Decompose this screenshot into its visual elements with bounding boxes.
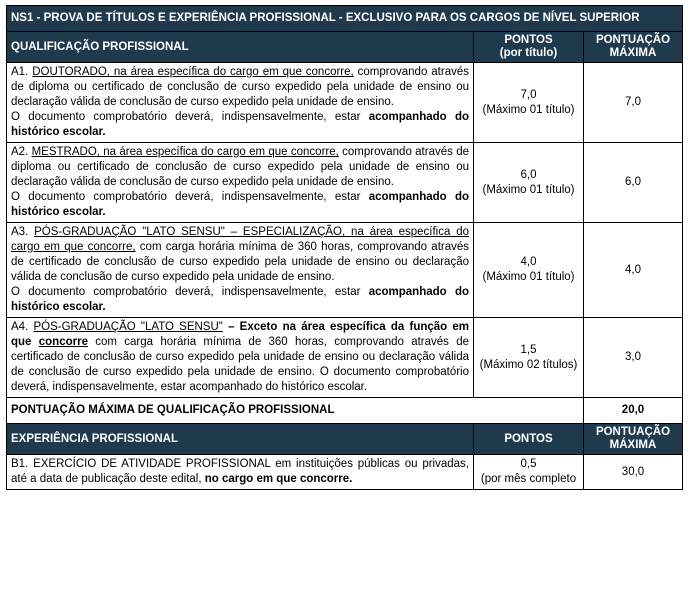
row-a3-max: 4,0 (584, 223, 683, 318)
row-a2-max: 6,0 (584, 143, 683, 223)
table-title: NS1 - PROVA DE TÍTULOS E EXPERIÊNCIA PROFISSIONAL - EXCLUSIVO PARA OS CARGOS DE NÍVEL SUPERIOR (7, 6, 683, 32)
table-title-row (7, 6, 683, 32)
experiencia-header-row (7, 424, 683, 455)
table-row (7, 223, 683, 318)
row-a4-pontos: 1,5 (Máximo 02 títulos) (474, 318, 584, 398)
pontos-header: PONTOS (por título) (474, 32, 584, 63)
qualificacao-header-row (7, 32, 683, 63)
experiencia-header: EXPERIÊNCIA PROFISSIONAL (7, 424, 474, 455)
table-row (7, 63, 683, 143)
qualificacao-header: QUALIFICAÇÃO PROFISSIONAL (7, 32, 474, 63)
row-a2-description: A2. MESTRADO, na área específica do cargo em que concorre, comprovando através de diploma ou certificado de conclusão de curso expedido pela unidade de ensino ou declaração válida de conclusão de curso expedido pela unidade de ensino. O documento comprobatório deverá, indispensavelmente, estar acompanhado do histórico escolar. (7, 143, 474, 223)
row-a3-pontos: 4,0 (Máximo 01 título) (474, 223, 584, 318)
experiencia-pontuacao-header: PONTUAÇÃO MÁXIMA (584, 424, 683, 455)
qualificacao-total-label: PONTUAÇÃO MÁXIMA DE QUALIFICAÇÃO PROFISSIONAL (7, 398, 584, 424)
table-row (7, 143, 683, 223)
row-a4-description: A4. PÓS-GRADUAÇÃO "LATO SENSU" – Exceto na área específica da função em que concorre com carga horária mínima de 360 horas, comprovando através de certificado de conclusão de curso expedido pela unidade de ensino ou declaração válida de conclusão de curso expedido pela unidade de ensino. O documento comprobatório deverá, indispensavelmente, estar acompanhado do histórico escolar. (7, 318, 474, 398)
qualificacao-total-row (7, 398, 683, 424)
row-a4-max: 3,0 (584, 318, 683, 398)
row-b1-pontos: 0,5 (por mês completo (474, 455, 584, 490)
row-a2-pontos: 6,0 (Máximo 01 título) (474, 143, 584, 223)
qualificacao-total-value: 20,0 (584, 398, 683, 424)
row-a1-description: A1. DOUTORADO, na área específica do cargo em que concorre, comprovando através de diploma ou certificado de conclusão de curso expedido pela unidade de ensino ou declaração válida de conclusão de curso expedido pela unidade de ensino. O documento comprobatório deverá, indispensavelmente, estar acompanhado do histórico escolar. (7, 63, 474, 143)
table-row (7, 455, 683, 490)
row-a1-max: 7,0 (584, 63, 683, 143)
row-b1-max: 30,0 (584, 455, 683, 490)
row-a3-description: A3. PÓS-GRADUAÇÃO "LATO SENSU" – ESPECIALIZAÇÃO, na área específica do cargo em que concorre, com carga horária mínima de 360 horas, comprovando através de certificado de conclusão de curso expedido pela unidade de ensino ou declaração válida de conclusão de curso expedido pela unidade de ensino. O documento comprobatório deverá, indispensavelmente, estar acompanhado do histórico escolar. (7, 223, 474, 318)
titulos-table (6, 5, 683, 490)
pontuacao-maxima-header: PONTUAÇÃO MÁXIMA (584, 32, 683, 63)
experiencia-pontos-header: PONTOS (474, 424, 584, 455)
row-b1-description: B1. EXERCÍCIO DE ATIVIDADE PROFISSIONAL em instituições públicas ou privadas, até a data de publicação deste edital, no cargo em que concorre. (7, 455, 474, 490)
row-a1-pontos: 7,0 (Máximo 01 título) (474, 63, 584, 143)
table-row (7, 318, 683, 398)
